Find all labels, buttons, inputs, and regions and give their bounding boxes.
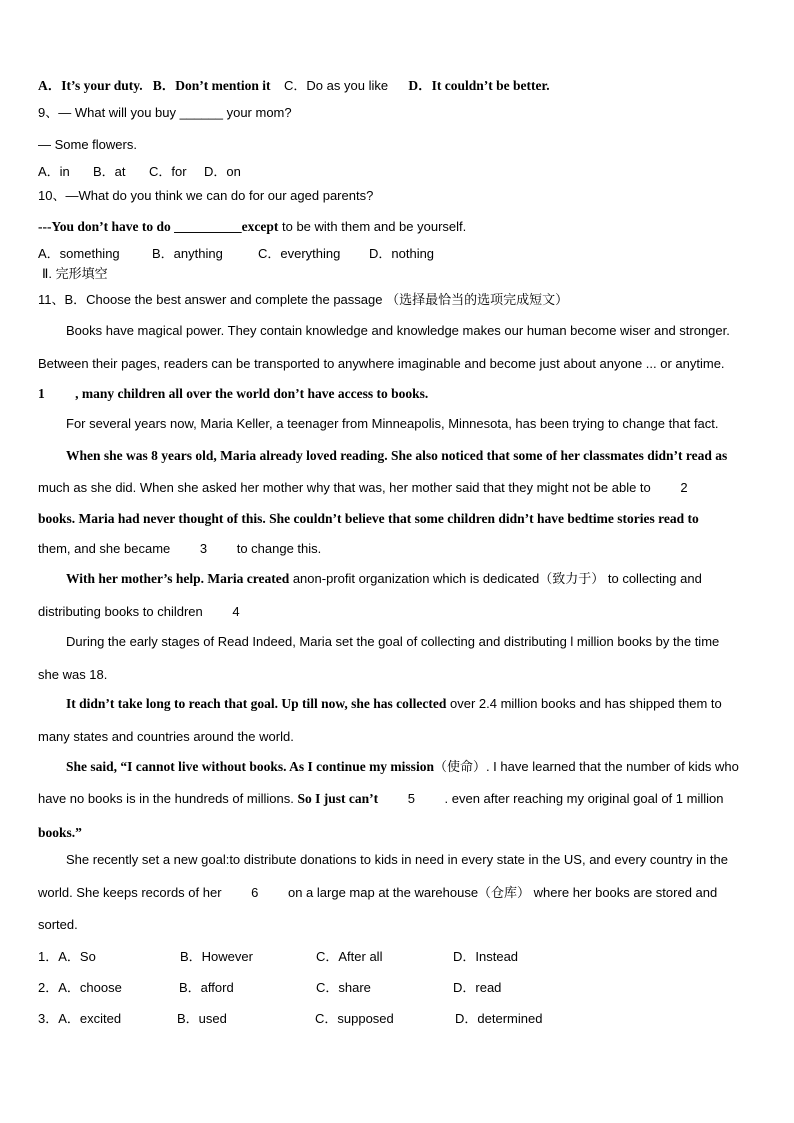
q10-option-b: B．anything xyxy=(152,246,223,261)
passage-run: 5 . even after reaching my original goal of 1 million xyxy=(378,791,724,806)
q8-option-d: D．It couldn’t be better. xyxy=(408,78,550,93)
answer-1-option-d: D．Instead xyxy=(453,949,519,964)
q11-instruction: 11、B．Choose the best answer and complete the passage （选择最恰当的选项完成短文） xyxy=(38,292,569,307)
q8-option-b: B．Don’t mention it xyxy=(152,78,271,93)
passage-line xyxy=(66,571,702,587)
passage-line: world. She keeps records of her 6 on a large map at the warehouse（仓库） where her books are stored and xyxy=(38,885,718,900)
passage-line: distributing books to children 4 xyxy=(38,604,240,619)
passage-line: She recently set a new goal:to distribute donations to kids in need in every state in the US, and every country in the xyxy=(66,852,728,867)
q8-option-c: C．Do as you like xyxy=(284,78,389,93)
q9-question: 9、— What will you buy ______ your mom? xyxy=(38,105,292,120)
passage-bold-run: She said, “I cannot live without books. As I continue my mission xyxy=(66,759,434,774)
answer-3-option-a: 3．A．excited xyxy=(38,1011,122,1026)
q10-option-d: D．nothing xyxy=(369,246,435,261)
answer-3-option-c: C．supposed xyxy=(315,1011,394,1026)
answer-2-option-b: B．afford xyxy=(179,980,234,995)
q9-option-a: A．in xyxy=(38,164,70,179)
passage-bold-run: It didn’t take long to reach that goal. Up till now, she has collected xyxy=(66,696,447,711)
passage-line: Books have magical power. They contain knowledge and knowledge makes our human become wiser and stronger. xyxy=(66,323,730,338)
passage-line: she was 18. xyxy=(38,667,108,682)
passage-line: sorted. xyxy=(38,917,78,932)
passage-line: much as she did. When she asked her mother why that was, her mother said that they might not be able to 2 xyxy=(38,480,688,495)
answer-1-option-c: C．After all xyxy=(316,949,383,964)
passage-line: When she was 8 years old, Maria already loved reading. She also noticed that some of her classmates didn’t read as xyxy=(66,448,728,463)
section-title: Ⅱ. 完形填空 xyxy=(42,266,108,281)
q8-option-a: A．It’s your duty. xyxy=(38,78,143,93)
answer-3-option-b: B．used xyxy=(177,1011,227,1026)
q10-question: 10、—What do you think we can do for our aged parents? xyxy=(38,188,374,203)
passage-line xyxy=(38,791,723,807)
q8-options-row xyxy=(38,78,550,94)
passage-line: many states and countries around the world. xyxy=(38,729,294,744)
q9-option-b: B．at xyxy=(93,164,126,179)
passage-line xyxy=(66,759,739,775)
passage-run: （使命）. I have learned that the number of kids who xyxy=(433,759,739,774)
passage-line: During the early stages of Read Indeed, Maria set the goal of collecting and distributing l million books by the time xyxy=(66,634,720,649)
answer-1-option-b: B．However xyxy=(180,949,253,964)
passage-bold-run: So I just can’t xyxy=(297,791,379,806)
passage-bold-run: With her mother’s help. Maria created xyxy=(66,571,290,586)
q10-answer xyxy=(38,219,466,235)
answer-2-option-a: 2．A．choose xyxy=(38,980,122,995)
q9-answer: — Some flowers. xyxy=(38,137,137,152)
q10-option-c: C．everything xyxy=(258,246,341,261)
passage-run: anon-profit organization which is dedicated（致力于） to collecting and xyxy=(289,571,702,586)
answer-2-option-c: C．share xyxy=(316,980,371,995)
answer-1-option-a: 1．A．So xyxy=(38,949,96,964)
q9-option-c: C．for xyxy=(149,164,187,179)
passage-line: Between their pages, readers can be transported to anywhere imaginable and become just about anyone ... or anytime. xyxy=(38,356,725,371)
passage-line: 1 , many children all over the world don’t have access to books. xyxy=(38,386,429,401)
passage-line: books. Maria had never thought of this. She couldn’t believe that some children didn’t have bedtime stories read to xyxy=(38,511,699,526)
q10-answer-blank: ---You don’t have to do __________except xyxy=(38,219,279,234)
answer-2-option-d: D．read xyxy=(453,980,502,995)
passage-line: them, and she became 3 to change this. xyxy=(38,541,322,556)
passage-run: have no books is in the hundreds of millions. xyxy=(38,791,298,806)
q9-option-d: D．on xyxy=(204,164,241,179)
passage-line: books.” xyxy=(38,825,82,840)
passage-run: over 2.4 million books and has shipped them to xyxy=(446,696,722,711)
q10-option-a: A．something xyxy=(38,246,120,261)
passage-line: For several years now, Maria Keller, a teenager from Minneapolis, Minnesota, has been trying to change that fact. xyxy=(66,416,719,431)
answer-3-option-d: D．determined xyxy=(455,1011,543,1026)
q10-answer-rest: to be with them and be yourself. xyxy=(278,219,467,234)
passage-line xyxy=(66,696,722,712)
